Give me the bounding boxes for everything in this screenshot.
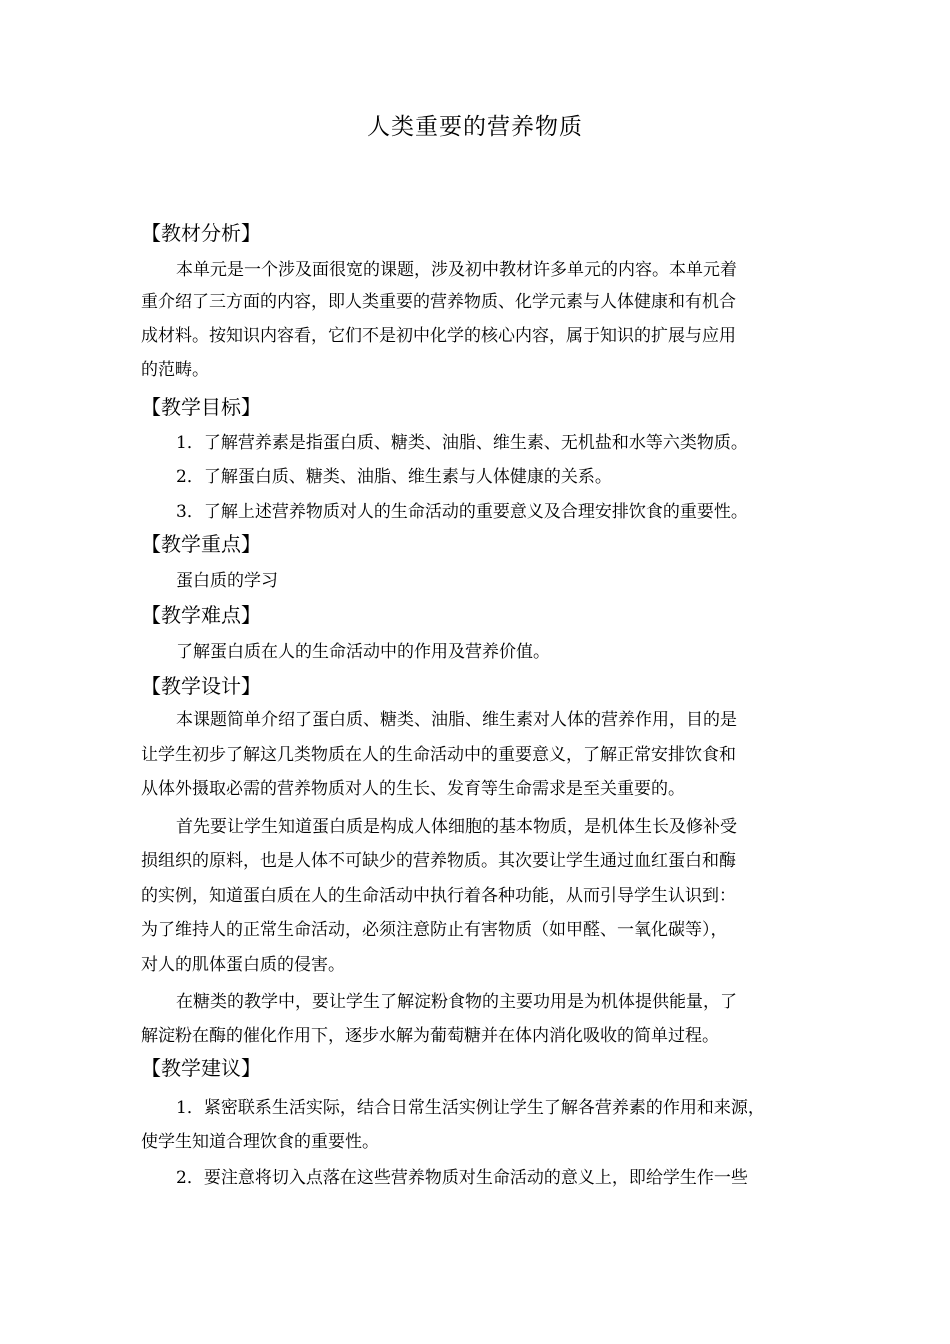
- section-heading-suggestions: 【教学建议】: [141, 1056, 261, 1080]
- paragraph-line: 重介绍了三方面的内容，即人类重要的营养物质、化学元素与人体健康和有机合: [141, 292, 736, 312]
- paragraph-line: 让学生初步了解这几类物质在人的生命活动中的重要意义，了解正常安排饮食和: [141, 745, 736, 765]
- list-item: 3．了解上述营养物质对人的生命活动的重要意义及合理安排饮食的重要性。: [176, 502, 748, 522]
- paragraph-line: 蛋白质的学习: [176, 571, 278, 591]
- paragraph-line: 在糖类的教学中，要让学生了解淀粉食物的主要功用是为机体提供能量，了: [176, 992, 737, 1012]
- list-item: 1．了解营养素是指蛋白质、糖类、油脂、维生素、无机盐和水等六类物质。: [176, 433, 748, 453]
- paragraph-line: 首先要让学生知道蛋白质是构成人体细胞的基本物质，是机体生长及修补受: [176, 817, 737, 837]
- section-heading-difficulties: 【教学难点】: [141, 603, 261, 627]
- list-item: 1．紧密联系生活实际，结合日常生活实例让学生了解各营养素的作用和来源，: [176, 1098, 765, 1118]
- paragraph-line: 本课题简单介绍了蛋白质、糖类、油脂、维生素对人体的营养作用，目的是: [176, 710, 737, 730]
- section-heading-key-points: 【教学重点】: [141, 532, 261, 556]
- paragraph-line: 了解蛋白质在人的生命活动中的作用及营养价值。: [176, 642, 550, 662]
- paragraph-line: 本单元是一个涉及面很宽的课题，涉及初中教材许多单元的内容。本单元着: [176, 260, 737, 280]
- paragraph-line: 的实例，知道蛋白质在人的生命活动中执行着各种功能，从而引导学生认识到：: [141, 886, 736, 906]
- section-heading-analysis: 【教材分析】: [141, 221, 261, 245]
- paragraph-line: 成材料。按知识内容看，它们不是初中化学的核心内容，属于知识的扩展与应用: [141, 326, 736, 346]
- paragraph-line: 为了维持人的正常生命活动，必须注意防止有害物质（如甲醛、一氧化碳等），: [141, 920, 728, 940]
- paragraph-line: 的范畴。: [141, 360, 209, 380]
- document-title: 人类重要的营养物质: [367, 114, 583, 140]
- paragraph-line: 损组织的原料，也是人体不可缺少的营养物质。其次要让学生通过血红蛋白和酶: [141, 851, 736, 871]
- paragraph-line: 从体外摄取必需的营养物质对人的生长、发育等生命需求是至关重要的。: [141, 779, 685, 799]
- section-heading-goals: 【教学目标】: [141, 395, 261, 419]
- list-item: 2．了解蛋白质、糖类、油脂、维生素与人体健康的关系。: [176, 467, 612, 487]
- list-item: 2．要注意将切入点落在这些营养物质对生命活动的意义上，即给学生作一些: [176, 1168, 748, 1188]
- paragraph-line: 使学生知道合理饮食的重要性。: [141, 1132, 379, 1152]
- section-heading-design: 【教学设计】: [141, 674, 261, 698]
- paragraph-line: 解淀粉在酶的催化作用下，逐步水解为葡萄糖并在体内消化吸收的简单过程。: [141, 1026, 719, 1046]
- paragraph-line: 对人的肌体蛋白质的侵害。: [141, 955, 345, 975]
